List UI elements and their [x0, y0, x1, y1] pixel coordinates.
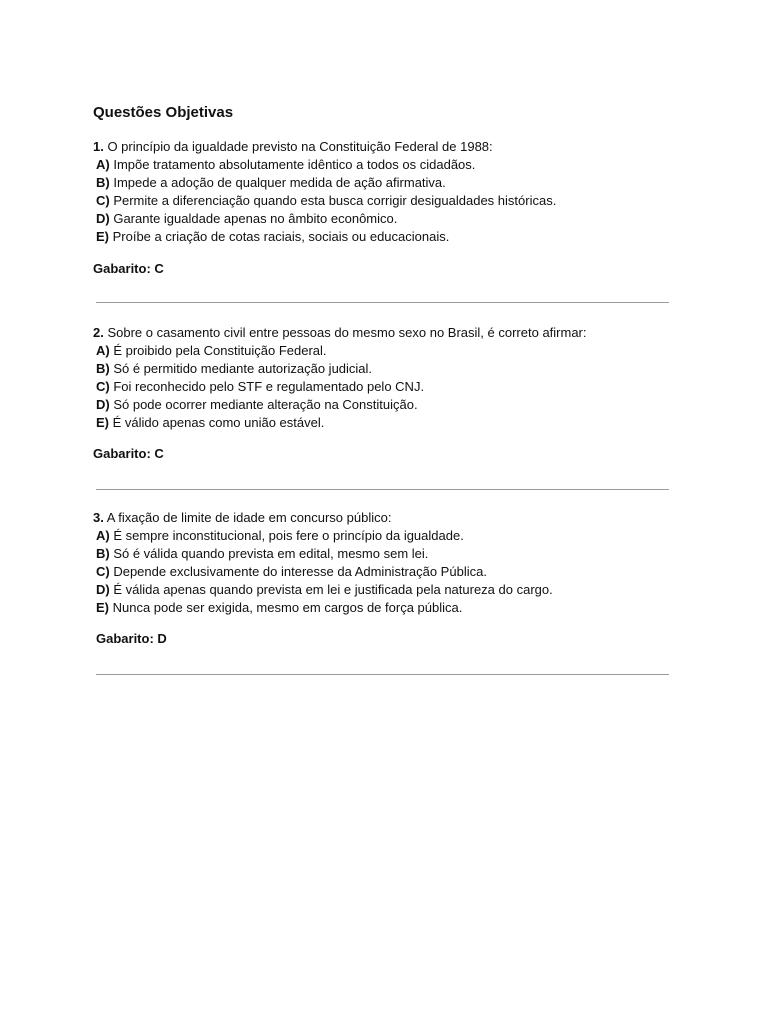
option-e [93, 228, 693, 246]
option-e [93, 414, 693, 432]
option-d [93, 396, 693, 414]
option-letter: C) [96, 193, 110, 208]
option-letter: E) [96, 415, 109, 430]
option-text: Só pode ocorrer mediante alteração na Constituição. [109, 397, 418, 412]
option-c [93, 563, 693, 581]
option-letter: A) [96, 157, 110, 172]
option-text: Só é permitido mediante autorização judicial. [109, 361, 373, 376]
divider [96, 302, 669, 303]
option-c [93, 192, 693, 210]
option-text: Impõe tratamento absolutamente idêntico a todos os cidadãos. [109, 157, 476, 172]
option-text: É sempre inconstitucional, pois fere o princípio da igualdade. [109, 528, 464, 543]
option-text: Foi reconhecido pelo STF e regulamentado pelo CNJ. [109, 379, 425, 394]
option-letter: E) [96, 229, 109, 244]
question-number: 2. [93, 325, 104, 340]
option-text: Nunca pode ser exigida, mesmo em cargos de força pública. [109, 600, 463, 615]
option-a [93, 527, 693, 545]
option-text: É proibido pela Constituição Federal. [109, 343, 327, 358]
option-letter: D) [96, 211, 110, 226]
option-text: Só é válida quando prevista em edital, mesmo sem lei. [109, 546, 429, 561]
option-text: Permite a diferenciação quando esta busca corrigir desigualdades históricas. [109, 193, 557, 208]
question-text: O princípio da igualdade previsto na Constituição Federal de 1988: [103, 139, 493, 154]
question-stem [93, 138, 693, 156]
option-letter: D) [96, 397, 110, 412]
option-b [93, 360, 693, 378]
option-letter: B) [96, 546, 110, 561]
option-b [93, 174, 693, 192]
option-text: É válida apenas quando prevista em lei e justificada pela natureza do cargo. [109, 582, 553, 597]
option-letter: A) [96, 343, 110, 358]
option-letter: C) [96, 564, 110, 579]
question-stem [93, 324, 693, 342]
divider [96, 674, 669, 675]
option-a [93, 156, 693, 174]
option-letter: B) [96, 361, 110, 376]
question-2 [93, 324, 693, 432]
option-letter: A) [96, 528, 110, 543]
answer-key-3: Gabarito: D [96, 631, 167, 646]
option-d [93, 581, 693, 599]
option-letter: D) [96, 582, 110, 597]
answer-key-2: Gabarito: C [93, 446, 164, 461]
question-number: 1. [93, 139, 104, 154]
option-e [93, 599, 693, 617]
question-number: 3. [93, 510, 104, 525]
option-letter: E) [96, 600, 109, 615]
question-text: Sobre o casamento civil entre pessoas do mesmo sexo no Brasil, é correto afirmar: [103, 325, 587, 340]
question-text: A fixação de limite de idade em concurso público: [103, 510, 392, 525]
option-a [93, 342, 693, 360]
option-text: É válido apenas como união estável. [109, 415, 325, 430]
option-b [93, 545, 693, 563]
option-d [93, 210, 693, 228]
question-stem [93, 509, 693, 527]
option-text: Depende exclusivamente do interesse da Administração Pública. [109, 564, 487, 579]
divider [96, 489, 669, 490]
option-text: Garante igualdade apenas no âmbito econômico. [109, 211, 398, 226]
option-c [93, 378, 693, 396]
question-1 [93, 138, 693, 246]
option-letter: C) [96, 379, 110, 394]
option-text: Impede a adoção de qualquer medida de ação afirmativa. [109, 175, 446, 190]
option-letter: B) [96, 175, 110, 190]
answer-key-1: Gabarito: C [93, 261, 164, 276]
question-3 [93, 509, 693, 617]
page-title: Questões Objetivas [93, 104, 234, 121]
option-text: Proíbe a criação de cotas raciais, sociais ou educacionais. [109, 229, 450, 244]
